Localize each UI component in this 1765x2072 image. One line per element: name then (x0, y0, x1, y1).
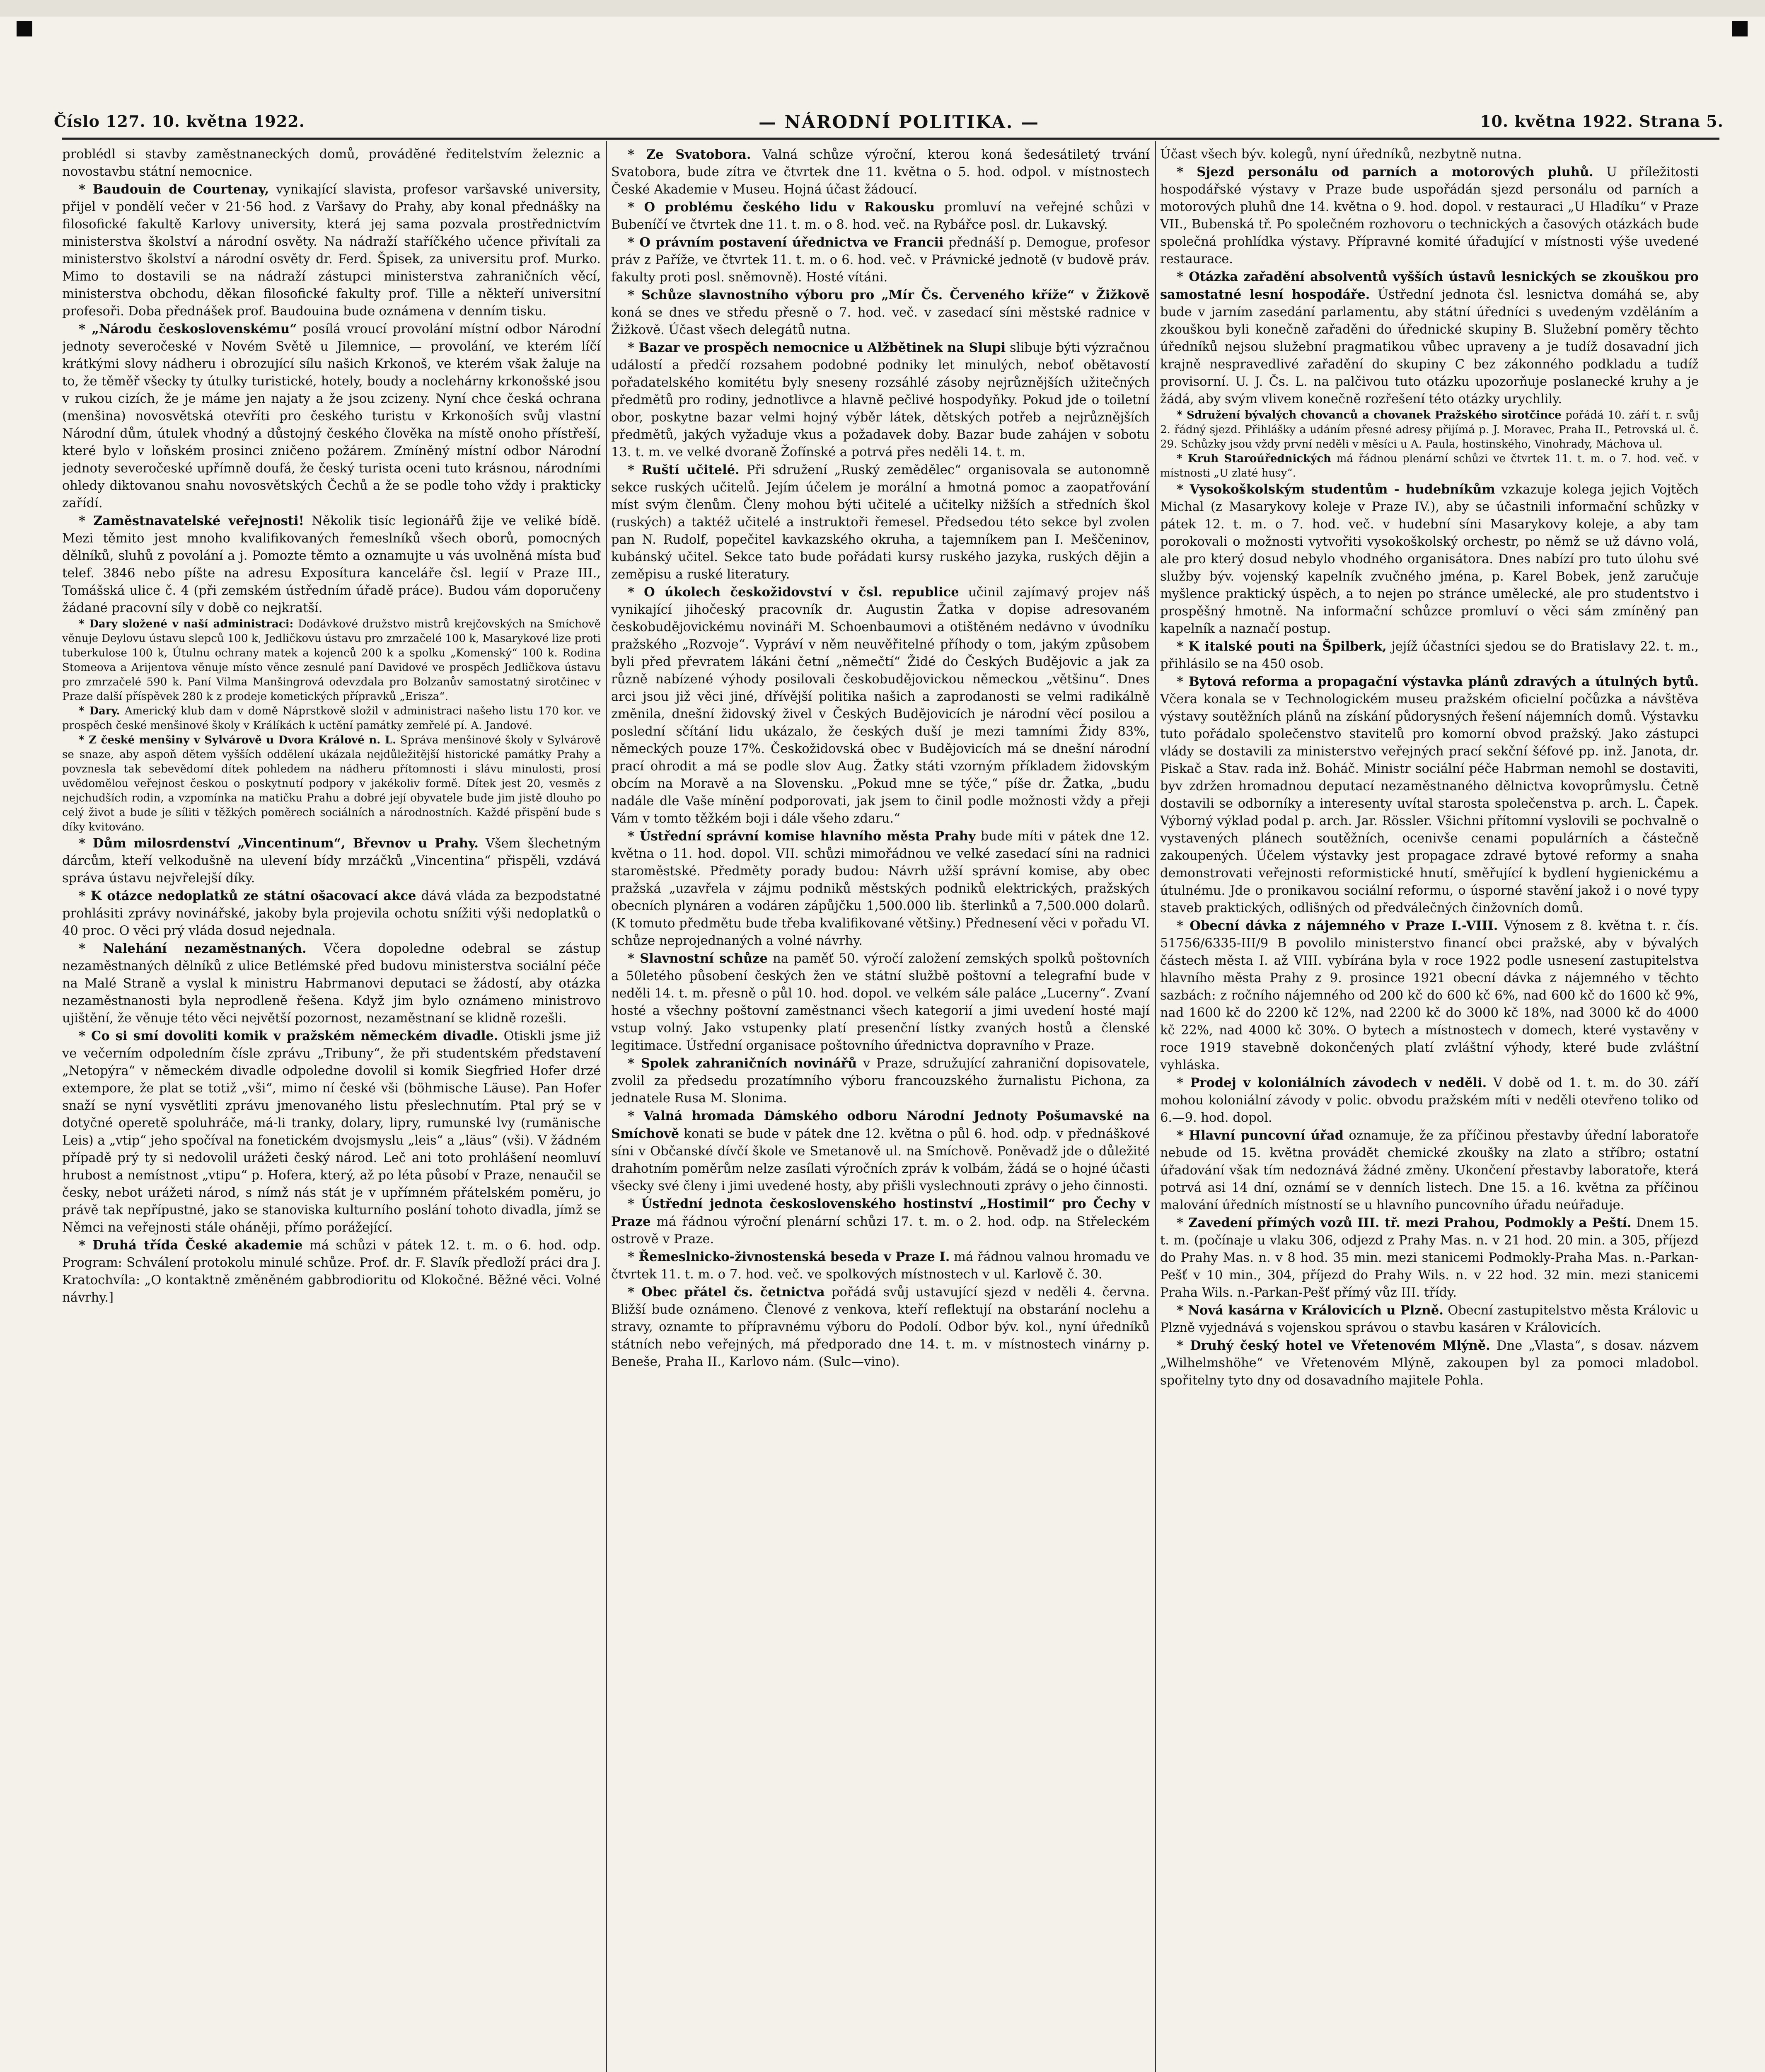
news-item-heading: * Dary složené v naší administraci: (79, 618, 294, 630)
header-rule (62, 138, 1719, 140)
news-item-heading: * Prodej v koloniálních závodech v neděli. (1177, 1075, 1487, 1090)
news-item-heading: * Ústřední jednota československého hostinství „Hostimil“ pro Čechy v Praze (611, 1196, 1150, 1229)
news-item (1160, 1074, 1699, 1127)
news-item (62, 617, 601, 704)
news-item-heading: * Otázka zařadění absolventů vyšších ústavů lesnických se zkouškou pro samostatné lesní hospodáře. (1160, 269, 1699, 302)
news-item (1160, 1214, 1699, 1302)
news-item (611, 950, 1150, 1055)
news-item (1160, 146, 1699, 163)
news-item (1160, 917, 1699, 1074)
news-item (611, 286, 1150, 339)
news-item (1160, 268, 1699, 408)
scan-corner-mark (1732, 21, 1748, 36)
news-item-body: Dodávkové družstvo mistrů krejčovských na Smíchově věnuje Deylovu ústavu slepců 100 k, Jedličkovu ústavu pro zmrzačelé 100 k, Masarykové lize proti tuberkulose 100 k, Útulnu ochrany matek a kojenců 200 k a spolku „Komenský“ 100 k. Rodina Stomeova a Arijentova věnuje místo věnce zesnulé paní Davidové ve prospěch Jedličkova ústavu pro zmrzačelé 590 k. Paní Vilma Manšingrová odevzdala pro Bolzanův samostatný sirotčinec v Praze další příspěvek 280 k z prodeje kometických přípravků „Erisza“. (62, 618, 601, 703)
news-item-body: Správa menšinové školy v Sylvárově se snaze, aby aspoň dětem vyšších oddělení ukázala nejdůležitější historické památky Prahy a povznesla tak sebevědomí dítek pohledem na nádheru přítomnosti i slávu minulosti, prosí uvědomělou veřejnost českou o poskytnutí podpory v jakékoliv formě. Dítek jest 20, vesměs z nejchudších rodin, a vzpomínka na matičku Prahu a dobré její obyvatele bude jim jistě dlouho po celý život a bude je síliti v těžkých poměrech sociálních a národnostních. Každé přispění bude s díky kvitováno. (62, 734, 601, 833)
news-item-body: problédl si stavby zaměstnaneckých domů, provádĕné ředitelstvím železnic a novostavbu státní nemocnice. (62, 147, 601, 179)
news-item-heading: * Kruh Staroúřednických (1177, 453, 1332, 465)
news-item-heading: * Sjezd personálu od parních a motorových pluhů. (1177, 165, 1593, 179)
news-item-body: vzkazuje kolega jejich Vojtěch Michal (z Masarykovy koleje v Praze IV.), aby se účastnili informační schůzky v pátek 12. t. m. o 7. hod. več. v hudební síni Masarykovy koleje, a aby tam porokovali o možnosti vytvořiti vysokoškolský orchestr, po němž se už dávno volá, ale pro který dosud nebylo vhodného organisátora. Dnes nabízí pro tuto úlohu své služby býv. vojenský kapelník zvučného jména, p. Karel Bobek, jenž zaručuje myšlence praktický úspěch, a to nejen po stránce umělecké, ale pro studentstvo i prospěšný hmotně. Na informační schůzce promluví o věci sám zmíněný pan kapelník a naznačí postup. (1160, 482, 1699, 636)
newspaper-title: — NÁRODNÍ POLITIKA. — (758, 112, 1040, 132)
news-item-body: vynikající slavista, profesor varšavské university, přijel v pondělí večer v 21·56 hod. z Varšavy do Prahy, aby konal přednášky na filosofické fakultě Karlovy university, která jej sama pozvala prostřednictvím ministerstva školství a národní osvěty. Na nádraží staříčkého učence přivítali za ministerstvo školství a národní osvěty dr. Ferd. Špisek, za universitu prof. Murko. Mimo to dostavili se na nádraží zástupci ministerstva zahraničních věcí, ministerstva obchodu, děkan filosofické fakulty prof. Tille a někteří universitní profesoři. Doba přednášek prof. Baudouina bude oznámena v denním tisku. (62, 182, 601, 319)
news-item-body: U příležitosti hospodářské výstavy v Praze bude uspořádán sjezd personálu od parních a motorových pluhů dne 14. května o 9. hod. dopol. v restauraci „U Hladíku“ v Praze VII., Bubenská tř. Po společném rozhovoru o technických a časových otázkách bude společná prohlídka výstavy. Přípravné komité úřadující v místnosti výše uvedené restaurace. (1160, 165, 1699, 266)
news-item (62, 835, 601, 887)
news-item (62, 940, 601, 1027)
text-column-3 (1160, 146, 1699, 2072)
news-item-body: Dne „Vlasta“, s dosav. názvem „Wilhelmshöhe“ ve Vřetenovém Mlýně, zakoupen byl za pomoci mladobol. spořitelny tyto dny od dosavadního majitele Pohla. (1160, 1339, 1699, 1388)
news-item (62, 704, 601, 733)
news-item (611, 198, 1150, 234)
news-item-body: koná se dnes ve středu přesně o 7. hod. več. v zasedací síni městské radnice v Žižkově. Účast všech delegátů nutna. (611, 305, 1150, 337)
news-item-body: bude míti v pátek dne 12. května o 11. hod. dopol. VII. schůzi mimořádnou ve velké zasedací síni na radnici staroměstské. Předměty porady budou: Návrh užší správní komise, aby obec pražská „uzavřela v zájmu podniků městských podniků elektrických, pražských obecních plynáren a vodáren zápůjčku 1,500.000 lib. šterlinků a 7,500.000 dolarů. (K tomuto předmětu bude třeba kvalifikované většiny.) Přednesení věci v pořadu VI. schůze neprojednaných a volné návrhy. (611, 829, 1150, 948)
page-edge-top (0, 0, 1765, 17)
news-item-body: V době od 1. t. m. do 30. září mohou koloniální závody v polic. obvodu pražském míti v neděli otevřeno toliko od 6.—9. hod. dopol. (1160, 1076, 1699, 1125)
news-item (611, 828, 1150, 950)
news-item-body: promluví na veřejné schůzi v Bubeníčí ve čtvrtek dne 11. t. m. o 8. hod. več. na Rybářce posl. dr. Lukavský. (611, 200, 1150, 232)
news-item-body: má schůzi v pátek 12. t. m. o 6. hod. odp. Program: Schválení protokolu minulé schůze. Prof. dr. F. Slavík předloží práci dra J. Kratochvíla: „O kontaktně změněném gabbrodioritu od Klokočné. Běžné věci. Volné návrhy.] (62, 1238, 601, 1305)
news-item (611, 1195, 1150, 1248)
news-item (611, 461, 1150, 583)
news-item (611, 1248, 1150, 1283)
header-page-number: 10. května 1922. Strana 5. (1480, 112, 1724, 131)
news-item-heading: * Hlavní puncovní úřad (1177, 1128, 1344, 1143)
news-item (1160, 481, 1699, 638)
news-item-heading: * Bytová reforma a propagační výstavka plánů zdravých a útulných bytů. (1177, 674, 1699, 689)
news-item-heading: * K italské pouti na Špilberk, (1177, 639, 1387, 654)
news-item-body: dává vláda za bezpodstatné prohlásiti zprávy novinářské, jakoby byla projevila ochotu snížiti výši nedoplatků o 40 proc. O věci prý vláda dosud nejednala. (62, 889, 601, 938)
news-item (62, 181, 601, 320)
news-item-heading: * O úkolech českožidovství v čsl. republice (628, 585, 959, 600)
news-item (611, 1107, 1150, 1195)
news-item-body: Ústřední jednota čsl. lesnictva domáhá se, aby bude v jarním zasedání parlamentu, aby státní úředníci s uvedeným vzděláním a zkouškou byli konečně zařaděni do úřednické skupiny B. Služební poměry těchto úředníků nejsou služební pragmatikou vůbec upraveny a je tudíž dosavadní jich krajně nespravedlivé zařadění do skupiny C bez zákonného podkladu a tudíž provisorní. U. J. Čs. L. na palčivou tuto otázku upozorňuje poslanecké kruhy a je žádá, aby svým vlivem konečně rozřešení této otázky urychlily. (1160, 288, 1699, 407)
news-item-body: má řádnou valnou hromadu ve čtvrtek 11. t. m. o 7. hod. več. ve spolkových místnostech v ul. Karlově č. 30. (611, 1250, 1150, 1282)
news-item (611, 1055, 1150, 1107)
news-item (62, 512, 601, 617)
news-item (62, 320, 601, 512)
news-item-heading: * Ruští učitelé. (628, 462, 740, 477)
news-item-heading: * „Národu československému“ (79, 322, 297, 336)
news-item-heading: * Schůze slavnostního výboru pro „Mír Čs. Červeného kříže“ v Žižkově (628, 288, 1150, 303)
news-item (1160, 673, 1699, 917)
news-item (62, 146, 601, 181)
news-item (1160, 638, 1699, 673)
news-item-heading: * K otázce nedoplatků ze státní ošacovací akce (79, 888, 416, 903)
news-item-body: má řádnou výroční plenární schůzi 17. t. m. o 2. hod. odp. na Střeleckém ostrově v Praze. (611, 1215, 1150, 1247)
text-column-2 (611, 146, 1150, 2072)
news-item-body: slibuje býti výzračnou událostí a předčí rozsahem podobné podniky let minulých, neboť obětavostí pořadatelského komitétu byly sneseny rozsáhlé zásoby nejrůznějších užitečných předmětů pro rodiny, jednotlivce a hlavně pečlivé hospodyňky. Pokud jde o toiletní obor, poskytne bazar velmi hojný výběr látek, dětských potřeb a nejrůznějších předmětů, jakých vyžaduje vkus a požadavek doby. Bazar bude zahájen v sobotu 13. t. m. ve velké dvoraně Žofínské a potrvá přes neděli 14. t. m. (611, 341, 1150, 460)
news-item-heading: * Dům milosrdenství „Vincentinum“, Břevnov u Prahy. (79, 836, 479, 851)
news-item-body: konati se bude v pátek dne 12. května o půl 6. hod. odp. v přednáškové síni v Občanské dívčí škole ve Smetanově ul. na Smíchově. Poněvadž jde o důležité drahotním poměrům nelze zasílati výročních zpráv k volbám, žádá se o hojné účasti všecky své členy i jimi uvedené hosty, aby přišli vyslechnouti zprávy o jeho činnosti. (611, 1127, 1150, 1193)
news-item-body: Včera konala se v Technologickém museu pražském oficielní počůzka a návštěva výstavy soutěžních plánů na získání půdorysných řešení nájemních domů. Výstavku tuto pořádalo společenstvo stavitelů pro komorní obvod pražský. Jako zástupci vlády se dostavili za ministerstvo veřejných prací sekční šéfové pp. inž. Janota, dr. Piskač a Stav. rada inž. Boháč. Ministr sociální péče Habrman nemohl se dostaviti, byv zdržen hromadnou deputací nezaměstnaného dělnictva kovoprůmyslu. Četně dostavili se odborníky a interesenty uvítal starosta společenstva p. arch. L. Čapek. Výborný výklad podal p. arch. Jar. Rössler. Všichni přítomní vyslovili se pochvalně o vystavených plánech soutěžních, ocenivše cenami populárních a částečně zakoupených. Účelem výstavky jest propagace zdravé bytové reformy a snaha demonstrovati veřejnosti reformistické hnutí, směřující k bydlení hygienickému a útulnému. Jde o pronikavou sociální reformu, o úsporné stavění jakož i o nové typy staveb praktických, odlišných od předválečných činžovních domů. (1160, 692, 1699, 915)
news-item-heading: * Druhá třída České akademie (79, 1238, 303, 1253)
news-item-body: přednáší p. Demogue, profesor práv z Paříže, ve čtvrtek 11. t. m. o 6. hod. več. v Právnické jednotě (v budově práv. fakulty proti posl. sněmovně). Hosté vítáni. (611, 235, 1150, 285)
news-item-body: má řádnou plenární schůzi ve čtvrtek 11. t. m. o 7. hod. več. v místnosti „U zlaté husy“. (1160, 453, 1699, 479)
news-item-body: Dnem 15. t. m. (počínaje u vlaku 306, odjezd z Prahy Mas. n. v 21 hod. 20 min. a 305, příjezd do Prahy Mas. n. v 8 hod. 35 min. mezi stanicemi Podmokly-Praha Mas. n.-Parkan-Pešť v 10 min., 304, příjezd do Prahy Wils. n. v 22 hod. 32 min. mezi stanicemi Praha Wils. n.-Parkan-Pešť přímý vůz III. třídy. (1160, 1216, 1699, 1300)
news-item-heading: * Dary. (79, 705, 120, 717)
news-item-heading: * Ze Svatobora. (628, 147, 751, 162)
column-rule (606, 141, 607, 2072)
news-item-body: v Praze, sdružující zahraniční dopisovatele, zvolil za předsedu prozatímního výboru francouzského žurnalistu Pichona, za jednatele Rusa M. Slonima. (611, 1056, 1150, 1106)
news-item-heading: * Valná hromada Dámského odboru Národní Jednoty Pošumavské na Smíchově (611, 1109, 1150, 1141)
news-item (1160, 1302, 1699, 1337)
news-item (611, 339, 1150, 461)
news-item-body: Výnosem z 8. května t. r. čís. 51756/6335-III/9 B povolilo ministerstvo financí obci pražské, aby v bývalých částech města I. až VIII. vybírána byla v roce 1922 podle usnesení zastupitelstva hlavního města Prahy z 9. prosince 1921 obecní dávka z nájemného v těchto sazbách: z ročního nájemného od 200 kč do 600 kč 6%, nad 600 kč do 1600 kč 9%, nad 1600 kč do 2200 kč 12%, nad 2200 kč do 3000 kč 18%, nad 3000 kč do 4000 kč 22%, nad 4000 kč 30%. O bytech a místnostech v domech, které vystavěny v roce 1919 stavebně dokončených platí zvláštní výhody, které bude zvláštní vyhláska. (1160, 919, 1699, 1072)
news-item-body: Několik tisíc legionářů žije ve veliké bídě. Mezi těmito jest mnoho kvalifikovaných řemeslníků všech oborů, pomocných dělníků, sluhů z povolání a j. Pomozte těmto a oznamujte u vás uvolněná místa buď telef. 3846 nebo píšte na adresu Exposítura kanceláře čsl. legií v Praze III., Tomášská ulice č. 4 (při zemském ústředním úřadě práce). Budou vám doporučeny žádané pracovní síly v době co nejkratší. (62, 514, 601, 615)
news-item-body: Všem šlechetným dárcům, kteří velkodušně na ulevení bídy mrzáčků „Vincentina“ přispěli, vzdává správa ústavu nejvřelejší díky. (62, 836, 601, 886)
news-item-heading: * O právním postavení úřednictva ve Francii (628, 235, 944, 250)
news-item (1160, 163, 1699, 268)
news-item (62, 733, 601, 835)
news-item-body: pořádá svůj ustavující sjezd v neděli 4. června. Bližší bude oznámeno. Členové z venkova, kteří reflektují na obstarání noclehu a stravy, oznamte to přípravnému výboru do Podolí. Odbor býv. kol., nyní úředníků státních nebo veřejných, má předporado dne 14. t. m. v místnostech vinárny p. Beneše, Praha II., Karlovo nám. (Sulc—vino). (611, 1285, 1150, 1369)
news-item-heading: * Druhý český hotel ve Vřetenovém Mlýně. (1177, 1338, 1490, 1353)
news-item-body: Otiskli jsme již ve večerním odpoledním čísle zprávu „Tribuny“, že při studentském představení „Netopýra“ v německém divadle odpoledne dovolil si komik Siegfried Hofer drzé extempore, že plat se totiž „vši“, mimo ní české vši (böhmische Läuse). Pan Hofer snaží se nyní vysvětliti zprávu jmenovaného listu přeslechnutím. Ptal prý se v dotyčné operetě spoluhráče, má-li tranky, dolary, lipry, rumunské lvy (rumänische Leis) a „vtip“ jeho spočíval na fonetickém dvojsmyslu „leis“ a „läus“ (vši). V žádném případě prý ty si nedovolil urážeti český národ. Leč ani toto prohlášení neomluví hrubost a nemístnost „vtipu“ p. Hofera, který, až po léta působí v Praze, nenaučil se česky, nebot urážeti národ, s nímž nás stát je v upřímném přátelském poměru, jo právě tak nepřípustné, jako se stanoviska kulturního poslání tohoto divadla, jímž se Němci na veřejnosti stále oháněji, přímo porážející. (62, 1029, 601, 1235)
header-issue-date: Číslo 127. 10. května 1922. (54, 112, 305, 131)
news-item-heading: * Spolek zahraničních novinářů (628, 1056, 857, 1071)
news-item-heading: * Co si smí dovoliti komik v pražském německém divadle. (79, 1029, 498, 1043)
news-item (1160, 452, 1699, 481)
news-item (1160, 1127, 1699, 1214)
news-item-heading: * Sdružení bývalých chovanců a chovanek Pražského sirotčince (1177, 409, 1562, 421)
news-item (62, 887, 601, 940)
news-item-heading: * Řemeslnicko-živnostenská beseda v Praze I. (628, 1249, 950, 1264)
news-item-body: na paměť 50. výročí založení zemských spolků poštovních a 50letého působení českých žen ve státní službě poštovní a telegrafní bude v neděli 14. t. m. přesně o půl 10. hod. dopol. ve velkém sále paláce „Lucerny“. Zvaní hosté a všechny poštovní zaměstnanci všech kategorií a jimi uvedení hosté mají vstup volný. Jako vstupenky platí presenční lístky zvaných hostů a členské legitimace. Ústřední organisace poštovního úřednictva dopravního v Praze. (611, 951, 1150, 1053)
news-item-heading: * Z české menšiny v Sylvárově u Dvora Králové n. L. (79, 734, 397, 746)
news-item (1160, 1337, 1699, 1389)
news-item-heading: * Nová kasárna v Královicích u Plzně. (1177, 1303, 1443, 1318)
news-item-body: oznamuje, že za příčinou přestavby úřední laboratoře nebude od 15. května provádět chemické zkoušky na zlato a stříbro; ostatní úřadování však tím nedoznává žádné změny. Ukončení přestavby laboratoře, která potrvá asi 14 dní, oznámí se v denních listech. Dne 15. a 16. května za příčinou malování úředních místností se u hlavního puncovního úřadu neúřaduje. (1160, 1128, 1699, 1213)
news-item-body: Valná schůze výroční, kterou koná šedesátiletý trvání Svatobora, bude zítra ve čtvrtek dne 11. května o 5. hod. odpol. v místnostech České Akademie v Museu. Hojná účast žádoucí. (611, 148, 1150, 197)
news-item-heading: * Nalehání nezaměstnaných. (79, 941, 307, 956)
news-item-body: Včera dopoledne odebral se zástup nezaměstnaných dělníků z ulice Betlémské před budovu ministerstva sociální péče na Malé Straně a vyslal k ministru Habrmanovi deputaci se žádostí, aby otázka nezaměstnanosti byla neprodleně řešena. Když jim bylo oznámeno ministrovo ujištění, že věnuje této věci největší pozornost, nezaměstnaní se klidně rozešli. (62, 942, 601, 1026)
news-item-body: učinil zajímavý projev náš vynikající jihočeský pracovník dr. Augustin Žatka v dopise adresovaném českobudějovickému novináři M. Schoenbaumovi a otištěném nedávno v úvodníku pražského „Rozvoje“. Vypráví v něm neuvěřitelné příhody o tom, jakým způsobem byli před převratem lákáni četní „němečtí“ Židé do Českých Budějovic a jak za různě nabízené výhody posilovali českobudějovickou německou „většinu“. Dnes arci jsou již věci jiné, dřívější politika našich a zaprodanosti se velmi radikálně změnila, dnešní židovský živel v Českých Budějovicích je národní věcí posilou a poslední sčítání lidu ukázalo, že českých duší je mezi tamními Židy 83%, německých pouze 17%. Českožidovská obec v Budějovicích má se dnešní národní prací ohrodit a má se podle slov Aug. Žatky státi vzorným příkladem židovským obcím na Moravě a na Slovensku. „Pokud mne se týče,“ píše dr. Žatka, „budu nadále dle Vaše mínění podporovati, jak jsem to činil podle možnosti vždy a přeji Vám v tomto těžkém boji i dále všeho zdaru.“ (611, 585, 1150, 826)
news-item-heading: * Zaměstnavatelské veřejnosti! (79, 513, 304, 528)
news-item (611, 234, 1150, 286)
news-item (611, 1283, 1150, 1371)
news-item-heading: * Zavedení přímých vozů III. tř. mezi Prahou, Podmokly a Peští. (1177, 1215, 1632, 1230)
news-item (62, 1237, 601, 1307)
news-item-heading: * Slavnostní schůze (628, 951, 768, 966)
page-header (54, 112, 1724, 137)
column-rule (1155, 141, 1156, 2072)
news-item-heading: * Obecní dávka z nájemného v Praze I.-VIII. (1177, 918, 1498, 933)
news-item (611, 146, 1150, 198)
news-item-body: Při sdružení „Ruský zemědělec“ organisovala se autonomně sekce ruských učitelů. Jejím účelem je morální a hmotná pomoc a zaopatřování míst svým členům. Členy mohou býti učitelé a učitelky nižších a středních škol (ruských) a taktéž učitelé a instruktoři řemesel. Předsedou této sekce byl zvolen pan N. Rudolf, popečitel kavkazského okruha, a tajemníkem pan I. Meščeninov, kubánský učitel. Sekce tato bude pořádati kursy ruského jazyka, ruských dějin a zeměpisu a ruské literatury. (611, 463, 1150, 582)
news-item-body: posílá vroucí provolání místní odbor Národní jednoty severočeské v Novém Světě u Jilemnice, — provolání, ve kterém líčí krátkými slovy nádheru i obrozující sílu našich Krkonoš, ve kterém však žaluje na to, že těměř všecky ty útulky turistické, hotely, boudy a noclehárny krkonošské jsou v rukou cizích, že je máme jen najaty a že jsou zcizeny. Nyní chce česká ochrana (menšina) novosvětská otevříti pro českého turistu v Krkonoších svůj vlastní Národní dům, útulek vhodný a důstojný českého člověka na místě onoho přístřeší, které bylo v loňském prosinci zničeno požárem. Zmíněný místní odbor Národní jednoty severočeské upřímně doufá, že český turista oceni tuto krásnou, národními ohledy diktovanou snahu novosvětských Čechů a že se podle toho vždy i prakticky zařídí. (62, 322, 601, 511)
news-item-body: pořádá 10. září t. r. svůj 2. řádný sjezd. Přihlášky a udáním přesné adresy přijímá p. J. Moravec, Praha II., Petrovská ul. č. 29. Schůzky jsou vždy první neděli v měsíci u A. Paula, hostinského, Vinohrady, Máchova ul. (1160, 409, 1699, 450)
news-item (1160, 408, 1699, 452)
news-item-body: Účast všech býv. kolegů, nyní úředníků, nezbytně nutna. (1160, 147, 1522, 162)
scan-corner-mark (17, 21, 32, 36)
news-item (62, 1027, 601, 1237)
news-item-heading: * Baudouin de Courtenay, (79, 182, 269, 197)
news-item-heading: * Bazar ve prospěch nemocnice u Alžbětinek na Slupi (628, 340, 1006, 355)
news-item-heading: * Obec přátel čs. četnictva (628, 1285, 825, 1300)
news-item-heading: * O problému českého lidu v Rakousku (628, 200, 935, 215)
news-item-heading: * Ústřední správní komise hlavního města Prahy (628, 829, 976, 844)
news-item (611, 583, 1150, 828)
news-item-body: Obecní zastupitelstvo města Královic u Plzně vyjednává s vojenskou správou o stavbu kasáren v Královicích. (1160, 1303, 1699, 1335)
news-item-heading: * Vysokoškolským studentům - hudebníkům (1177, 482, 1495, 497)
news-item-body: Americký klub dam v domě Náprstkově složil v administraci našeho listu 170 kor. ve prospěch české menšinové školy v Králíkách k uctění památky zemřelé pí. A. Jandové. (62, 705, 601, 732)
news-item-body: jejíž účastníci sjedou se do Bratislavy 22. t. m., přihlásilo se na 450 osob. (1160, 639, 1699, 671)
text-column-1 (62, 146, 601, 2072)
